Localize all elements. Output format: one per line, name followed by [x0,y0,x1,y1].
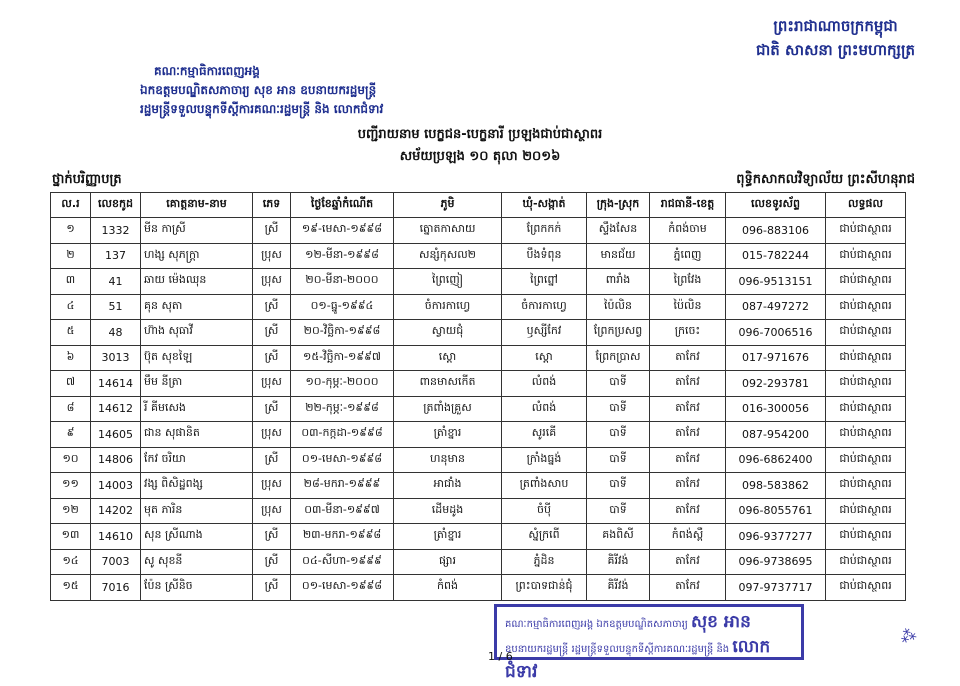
table-cell: ព្រះបាទជាន់ជុំ [502,575,587,601]
national-motto: ជាតិ សាសនា ព្រះមហាក្សត្រ [756,41,915,59]
table-cell: ស្វាយជុំ [394,320,502,346]
table-cell: ស្រី [253,294,291,320]
table-cell: 098-583862 [726,473,826,499]
table-cell: ៥ [51,320,91,346]
table-cell: 096-8055761 [726,498,826,524]
table-cell: បាទី [587,396,650,422]
table-cell: កែវ ចរិយា [141,447,253,473]
table-cell: 016-300056 [726,396,826,422]
table-cell: ២ [51,243,91,269]
table-cell: មានជ័យ [587,243,650,269]
stamp-line-2: ឧបនាយករដ្ឋមន្ត្រី រដ្ឋមន្ត្រីទទួលបន្ទុកទីស្តីការគណៈរដ្ឋមន្ត្រី និង [505,644,730,655]
table-cell: ស្រី [253,575,291,601]
table-cell: ហនុមាន [394,447,502,473]
table-cell: ក្រចេះ [650,320,726,346]
table-cell: គិរីវង់ [587,549,650,575]
table-row [51,269,906,295]
table-body [51,218,906,601]
col-header-dob: ថ្ងៃខែឆ្នាំកំណើត [291,193,394,218]
col-header-no: ល.រ [51,193,91,218]
table-cell: ១៥ [51,575,91,601]
table-cell: ១១ [51,473,91,499]
table-row [51,345,906,371]
table-cell: 3013 [91,345,141,371]
table-cell: បឹងទំពុន [502,243,587,269]
table-cell: 096-6862400 [726,447,826,473]
table-row [51,498,906,524]
table-cell: ១០ [51,447,91,473]
exam-session: សម័យប្រឡង ១០ តុលា ២០១៦ [399,149,561,164]
table-cell: ២២-កុម្ភៈ-១៩៩៨ [291,396,394,422]
page-number: 1 / 6 [488,650,513,663]
table-cell: 14806 [91,447,141,473]
table-cell: ០១-ធ្នូ-១៩៩៤ [291,294,394,320]
table-cell: 017-971676 [726,345,826,371]
table-cell: វង្ស ពិសិដ្ឋពង្ស [141,473,253,499]
table-row [51,473,906,499]
table-cell: ជាប់ជាស្ថាពរ [826,396,906,422]
table-cell: ជាប់ជាស្ថាពរ [826,549,906,575]
table-row [51,320,906,346]
table-cell: មីន កាស្រី [141,218,253,244]
col-header-village: ភូមិ [394,193,502,218]
table-cell: ០៤-សីហា-១៩៩៩ [291,549,394,575]
stamp-line-1: គណៈកម្មាធិការពេញអង្គ ឯកឧត្តមបណ្ឌិតសភាចារ្យ [505,619,688,630]
table-cell: 096-9377277 [726,524,826,550]
table-cell: ប៊ុត សុខឡៃ [141,345,253,371]
university-label: ពុទ្ធិកសាកលវិទ្យាល័យ ព្រះសីហនុរាជ [736,172,915,187]
table-cell: តាកែវ [650,422,726,448]
table-cell: ១២-មីនា-១៩៩៨ [291,243,394,269]
table-cell: 14610 [91,524,141,550]
table-cell: ប្រុស [253,269,291,295]
table-cell: ស្នំក្រពើ [502,524,587,550]
table-cell: តាកែវ [650,371,726,397]
table-cell: ឆាយ ម៉េងឈុន [141,269,253,295]
table-cell: សូ សុខនី [141,549,253,575]
table-cell: ហ៊ាង សុធាវី [141,320,253,346]
table-cell: គងពិសី [587,524,650,550]
table-cell: សន្សំកុសល២ [394,243,502,269]
table-cell: 1332 [91,218,141,244]
table-cell: ជាប់ជាស្ថាពរ [826,575,906,601]
table-cell: លំពង់ [502,396,587,422]
table-cell: តាកែវ [650,396,726,422]
document-title: បញ្ជីរាយនាម បេក្ខជន-បេក្ខនារី ប្រឡងជាប់ជាស្ថាពរ [357,127,603,142]
table-cell: ៤ [51,294,91,320]
document-title-block [0,124,960,168]
table-cell: ប៉ៃលិន [650,294,726,320]
table-cell: 096-9738695 [726,549,826,575]
table-row [51,294,906,320]
table-cell: ១៤ [51,549,91,575]
table-cell: ជាប់ជាស្ថាពរ [826,473,906,499]
table-row [51,218,906,244]
table-cell: ជាប់ជាស្ថាពរ [826,320,906,346]
table-cell: ចំការកាហ្វេ [394,294,502,320]
official-stamp [494,604,804,682]
table-cell: បាទី [587,447,650,473]
table-cell: ស្រី [253,218,291,244]
table-cell: មុត ភារិន [141,498,253,524]
table-cell: ស្រី [253,320,291,346]
table-cell: 015-782244 [726,243,826,269]
col-header-code: លេខកូដ [91,193,141,218]
table-cell: សូរគើ [502,422,587,448]
committee-line-2: ឯកឧត្តមបណ្ឌិតសភាចារ្យ សុខ អាន ឧបនាយករដ្ឋមន្ត្រី [140,83,377,97]
table-cell: ប្រុស [253,473,291,499]
table-cell: តាកែវ [650,575,726,601]
committee-heading [140,62,383,119]
table-cell: ១៩-មេសា-១៩៩៨ [291,218,394,244]
table-cell: ត្រពាំងសាប [502,473,587,499]
table-header-row [51,193,906,218]
committee-line-1: គណៈកម្មាធិការពេញអង្គ [154,64,260,78]
table-cell: ជាប់ជាស្ថាពរ [826,524,906,550]
col-header-province: រាជធានី-ខេត្ត [650,193,726,218]
table-cell: ជាប់ជាស្ថាពរ [826,294,906,320]
table-cell: ៦ [51,345,91,371]
table-cell: ជាប់ជាស្ថាពរ [826,498,906,524]
table-cell: ត្រពាំងគ្រួស [394,396,502,422]
table-cell: ជាប់ជាស្ថាពរ [826,422,906,448]
table-cell: ១២ [51,498,91,524]
table-cell: 092-293781 [726,371,826,397]
table-cell: 14614 [91,371,141,397]
col-header-result: លទ្ធផល [826,193,906,218]
table-row [51,422,906,448]
table-row [51,371,906,397]
table-cell: 14003 [91,473,141,499]
table-cell: 137 [91,243,141,269]
committee-line-3: រដ្ឋមន្ត្រីទទួលបន្ទុកទីស្តីការគណៈរដ្ឋមន្ត្រី និង លោកជំទាវ [140,102,384,116]
table-cell: 096-9513151 [726,269,826,295]
table-cell: កំពង់ចាម [650,218,726,244]
table-cell: ស្រី [253,345,291,371]
table-cell: ៨ [51,396,91,422]
table-cell: ជាប់ជាស្ថាពរ [826,269,906,295]
table-cell: ៣ [51,269,91,295]
table-cell: ផ្សារ [394,549,502,575]
stamp-name-1: សុខ អាន [690,612,751,632]
table-cell: សុន ស្រីណាង [141,524,253,550]
table-row [51,396,906,422]
table-cell: ជាប់ជាស្ថាពរ [826,371,906,397]
table-cell: ភ្នំពេញ [650,243,726,269]
table-cell: ជាប់ជាស្ថាពរ [826,345,906,371]
table-cell: ចំការកាហ្វេ [502,294,587,320]
table-cell: 48 [91,320,141,346]
table-cell: ប្រុស [253,498,291,524]
table-row [51,524,906,550]
table-cell: ភ្នំដិន [502,549,587,575]
table-cell: ក្រាំងធ្នង់ [502,447,587,473]
table-cell: 14612 [91,396,141,422]
table-cell: ស្រី [253,524,291,550]
table-cell: លំពង់ [502,371,587,397]
table-cell: ស្តោ [502,345,587,371]
table-cell: បាទី [587,371,650,397]
table-cell: ត្នោតកាសាយ [394,218,502,244]
table-cell: ត្រាំខ្នារ [394,422,502,448]
table-cell: ព្រែកប្រាស [587,345,650,371]
col-header-phone: លេខទូរស័ព្ទ [726,193,826,218]
kingdom-title: ព្រះរាជាណាចក្រកម្ពុជា [773,17,898,35]
table-cell: ១៥-វិច្ឆិកា-១៩៩៧ [291,345,394,371]
table-cell: ២៨-មករា-១៩៩៩ [291,473,394,499]
table-cell: ១៣ [51,524,91,550]
table-cell: ព្រែកប្រសព្វ [587,320,650,346]
table-cell: 087-497272 [726,294,826,320]
table-cell: តាកែវ [650,345,726,371]
table-row [51,575,906,601]
table-cell: ប៉ៃលិន [587,294,650,320]
table-cell: ២០-មីនា-២០០០ [291,269,394,295]
table-cell: 14605 [91,422,141,448]
table-cell: ០៣-មីនា-១៩៩៧ [291,498,394,524]
table-cell: ព្រែកកក់ [502,218,587,244]
table-cell: ប្រុស [253,422,291,448]
col-header-sex: ភេទ [253,193,291,218]
table-cell: បាទី [587,473,650,499]
table-cell: ១ [51,218,91,244]
table-cell: 14202 [91,498,141,524]
table-cell: ០១-មេសា-១៩៩៨ [291,575,394,601]
table-cell: ២០-វិច្ឆិកា-១៩៩៨ [291,320,394,346]
candidates-table [50,192,906,601]
table-cell: ៧ [51,371,91,397]
col-header-name: គោត្តនាម-នាម [141,193,253,218]
table-cell: រី គីមសេង [141,396,253,422]
table-cell: ជាន សុផានិត [141,422,253,448]
table-cell: ៩ [51,422,91,448]
table-cell: ព្រៃវែង [650,269,726,295]
table-cell: ជាប់ជាស្ថាពរ [826,218,906,244]
table-cell: 41 [91,269,141,295]
table-cell: ស្តោ [394,345,502,371]
table-cell: ប្រុស [253,371,291,397]
table-cell: ២៣-មករា-១៩៩៨ [291,524,394,550]
table-cell: ស្រី [253,447,291,473]
table-cell: 7016 [91,575,141,601]
table-cell: ព្រៃញៀ [394,269,502,295]
table-cell: ពារាំង [587,269,650,295]
table-cell: មឹម នីត្រា [141,371,253,397]
table-cell: 096-883106 [726,218,826,244]
table-row [51,447,906,473]
table-cell: តាកែវ [650,447,726,473]
table-cell: ឫស្សីកែវ [502,320,587,346]
table-cell: ជាប់ជាស្ថាពរ [826,447,906,473]
table-cell: ដើមដូង [394,498,502,524]
table-cell: 097-9737717 [726,575,826,601]
table-cell: 7003 [91,549,141,575]
table-cell: ប៉ែន ស្រីនិច [141,575,253,601]
table-cell: ប្រុស [253,243,291,269]
table-cell: 087-954200 [726,422,826,448]
table-cell: ជាប់ជាស្ថាពរ [826,243,906,269]
table-cell: 51 [91,294,141,320]
table-cell: តាកែវ [650,549,726,575]
table-cell: តាកែវ [650,473,726,499]
table-cell: បាទី [587,498,650,524]
table-cell: ស្រី [253,549,291,575]
table-cell: កំពង់ [394,575,502,601]
stamp-name-2: លោកជំទាវ [505,637,771,682]
table-cell: តាកែវ [650,498,726,524]
table-cell: ហង្ស សុភក្ត្រា [141,243,253,269]
table-cell: ១០-កុម្ភៈ-២០០០ [291,371,394,397]
table-cell: ០១-មេសា-១៩៩៨ [291,447,394,473]
table-cell: កំពង់ស្ពឺ [650,524,726,550]
table-cell: បាទី [587,422,650,448]
table-cell: ចំប៉ី [502,498,587,524]
table-cell: ស្រី [253,396,291,422]
table-cell: អាជាំង [394,473,502,499]
table-cell: គុន សុតា [141,294,253,320]
table-cell: ពានមាសកើត [394,371,502,397]
table-cell: ត្រាំខ្នារ [394,524,502,550]
table-cell: ព្រៃព្នៅ [502,269,587,295]
col-header-district: ក្រុង-ស្រុក [587,193,650,218]
table-cell: គិរីវង់ [587,575,650,601]
signature-mark: ⁂ [897,623,919,648]
table-cell: ០៣-កក្កដា-១៩៩៨ [291,422,394,448]
table-cell: 096-7006516 [726,320,826,346]
kingdom-heading [756,14,915,62]
degree-label: ថ្នាក់បរិញ្ញាបត្រ [52,172,122,187]
table-row [51,243,906,269]
col-header-commune: ឃុំ-សង្កាត់ [502,193,587,218]
table-row [51,549,906,575]
table-cell: ស្ទឹងសែន [587,218,650,244]
